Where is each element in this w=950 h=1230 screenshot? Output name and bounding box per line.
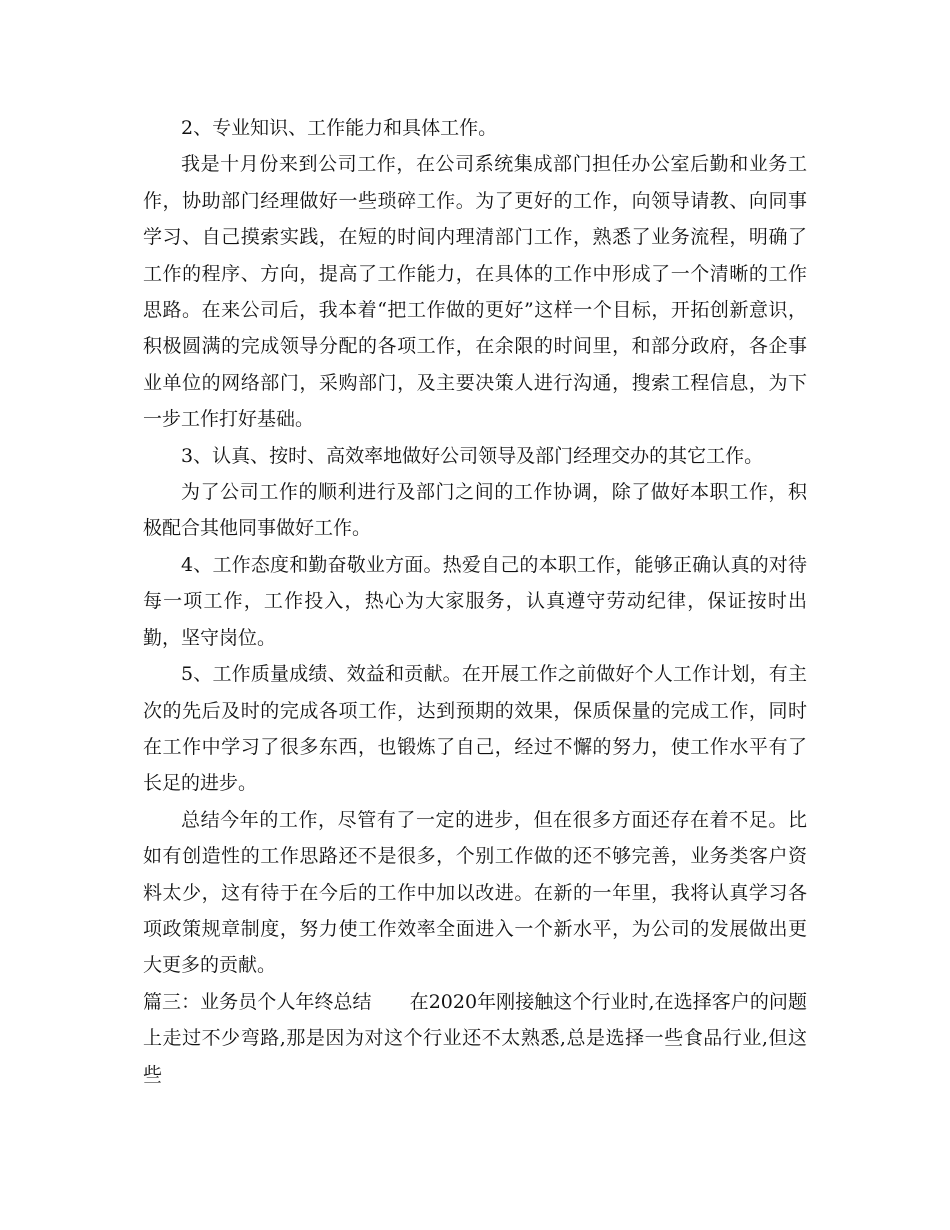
paragraph-work-description: 我是十月份来到公司工作，在公司系统集成部门担任办公室后勤和业务工作，协助部门经理做好一些琐碎工作。为了更好的工作，向领导请教、向同事学习、自己摸索实践，在短的时间内理清部门工作，熟悉了业务流程，明确了工作的程序、方向，提高了工作能力，在具体的工作中形成了一个清晰的工作思路。在来公司后，我本着“把工作做的更好”这样一个目标，开拓创新意识，积极圆满的完成领导分配的各项工作，在余限的时间里，和部分政府，各企事业单位的网络部门，采购部门，及主要决策人进行沟通，搜索工程信息，为下一步工作打好基础。 [143, 153, 807, 431]
paragraph-cooperation: 为了公司工作的顺利进行及部门之间的工作协调，除了做好本职工作，积极配合其他同事做好工作。 [143, 481, 807, 540]
section-heading: 篇三：业务员个人年终总结 [143, 990, 372, 1013]
paragraph-point-3: 3、认真、按时、高效率地做好公司领导及部门经理交办的其它工作。 [181, 444, 764, 467]
paragraph-point-4: 4、工作态度和勤奋敬业方面。热爱自己的本职工作，能够正确认真的对待每一项工作，工作投入，热心为大家服务，认真遵守劳动纪律，保证按时出勤，坚守岗位。 [143, 553, 807, 649]
paragraph-point-2: 2、专业知识、工作能力和具体工作。 [181, 117, 498, 139]
paragraph-point-5: 5、工作质量成绩、效益和贡献。在开展工作之前做好个人工作计划，有主次的先后及时的完成各项工作，达到预期的效果，保质保量的完成工作，同时在工作中学习了很多东西，也锻炼了自己，经过不懈的努力，使工作水平有了长足的进步。 [143, 663, 807, 795]
section-text: 在2020年刚接触这个行业时,在选择客户的问题上走过不少弯路,那是因为对这个行业还不太熟悉,总是选择一些食品行业,但这些 [143, 990, 807, 1086]
paragraph-summary: 总结今年的工作，尽管有了一定的进步，但在很多方面还存在着不足。比如有创造性的工作思路还不是很多，个别工作做的还不够完善，业务类客户资料太少，这有待于在今后的工作中加以改进。在新的一年里，我将认真学习各项政策规章制度，努力使工作效率全面进入一个新水平，为公司的发展做出更大更多的贡献。 [143, 808, 807, 977]
document-body [143, 110, 807, 1093]
section-three-paragraph [143, 984, 807, 1093]
